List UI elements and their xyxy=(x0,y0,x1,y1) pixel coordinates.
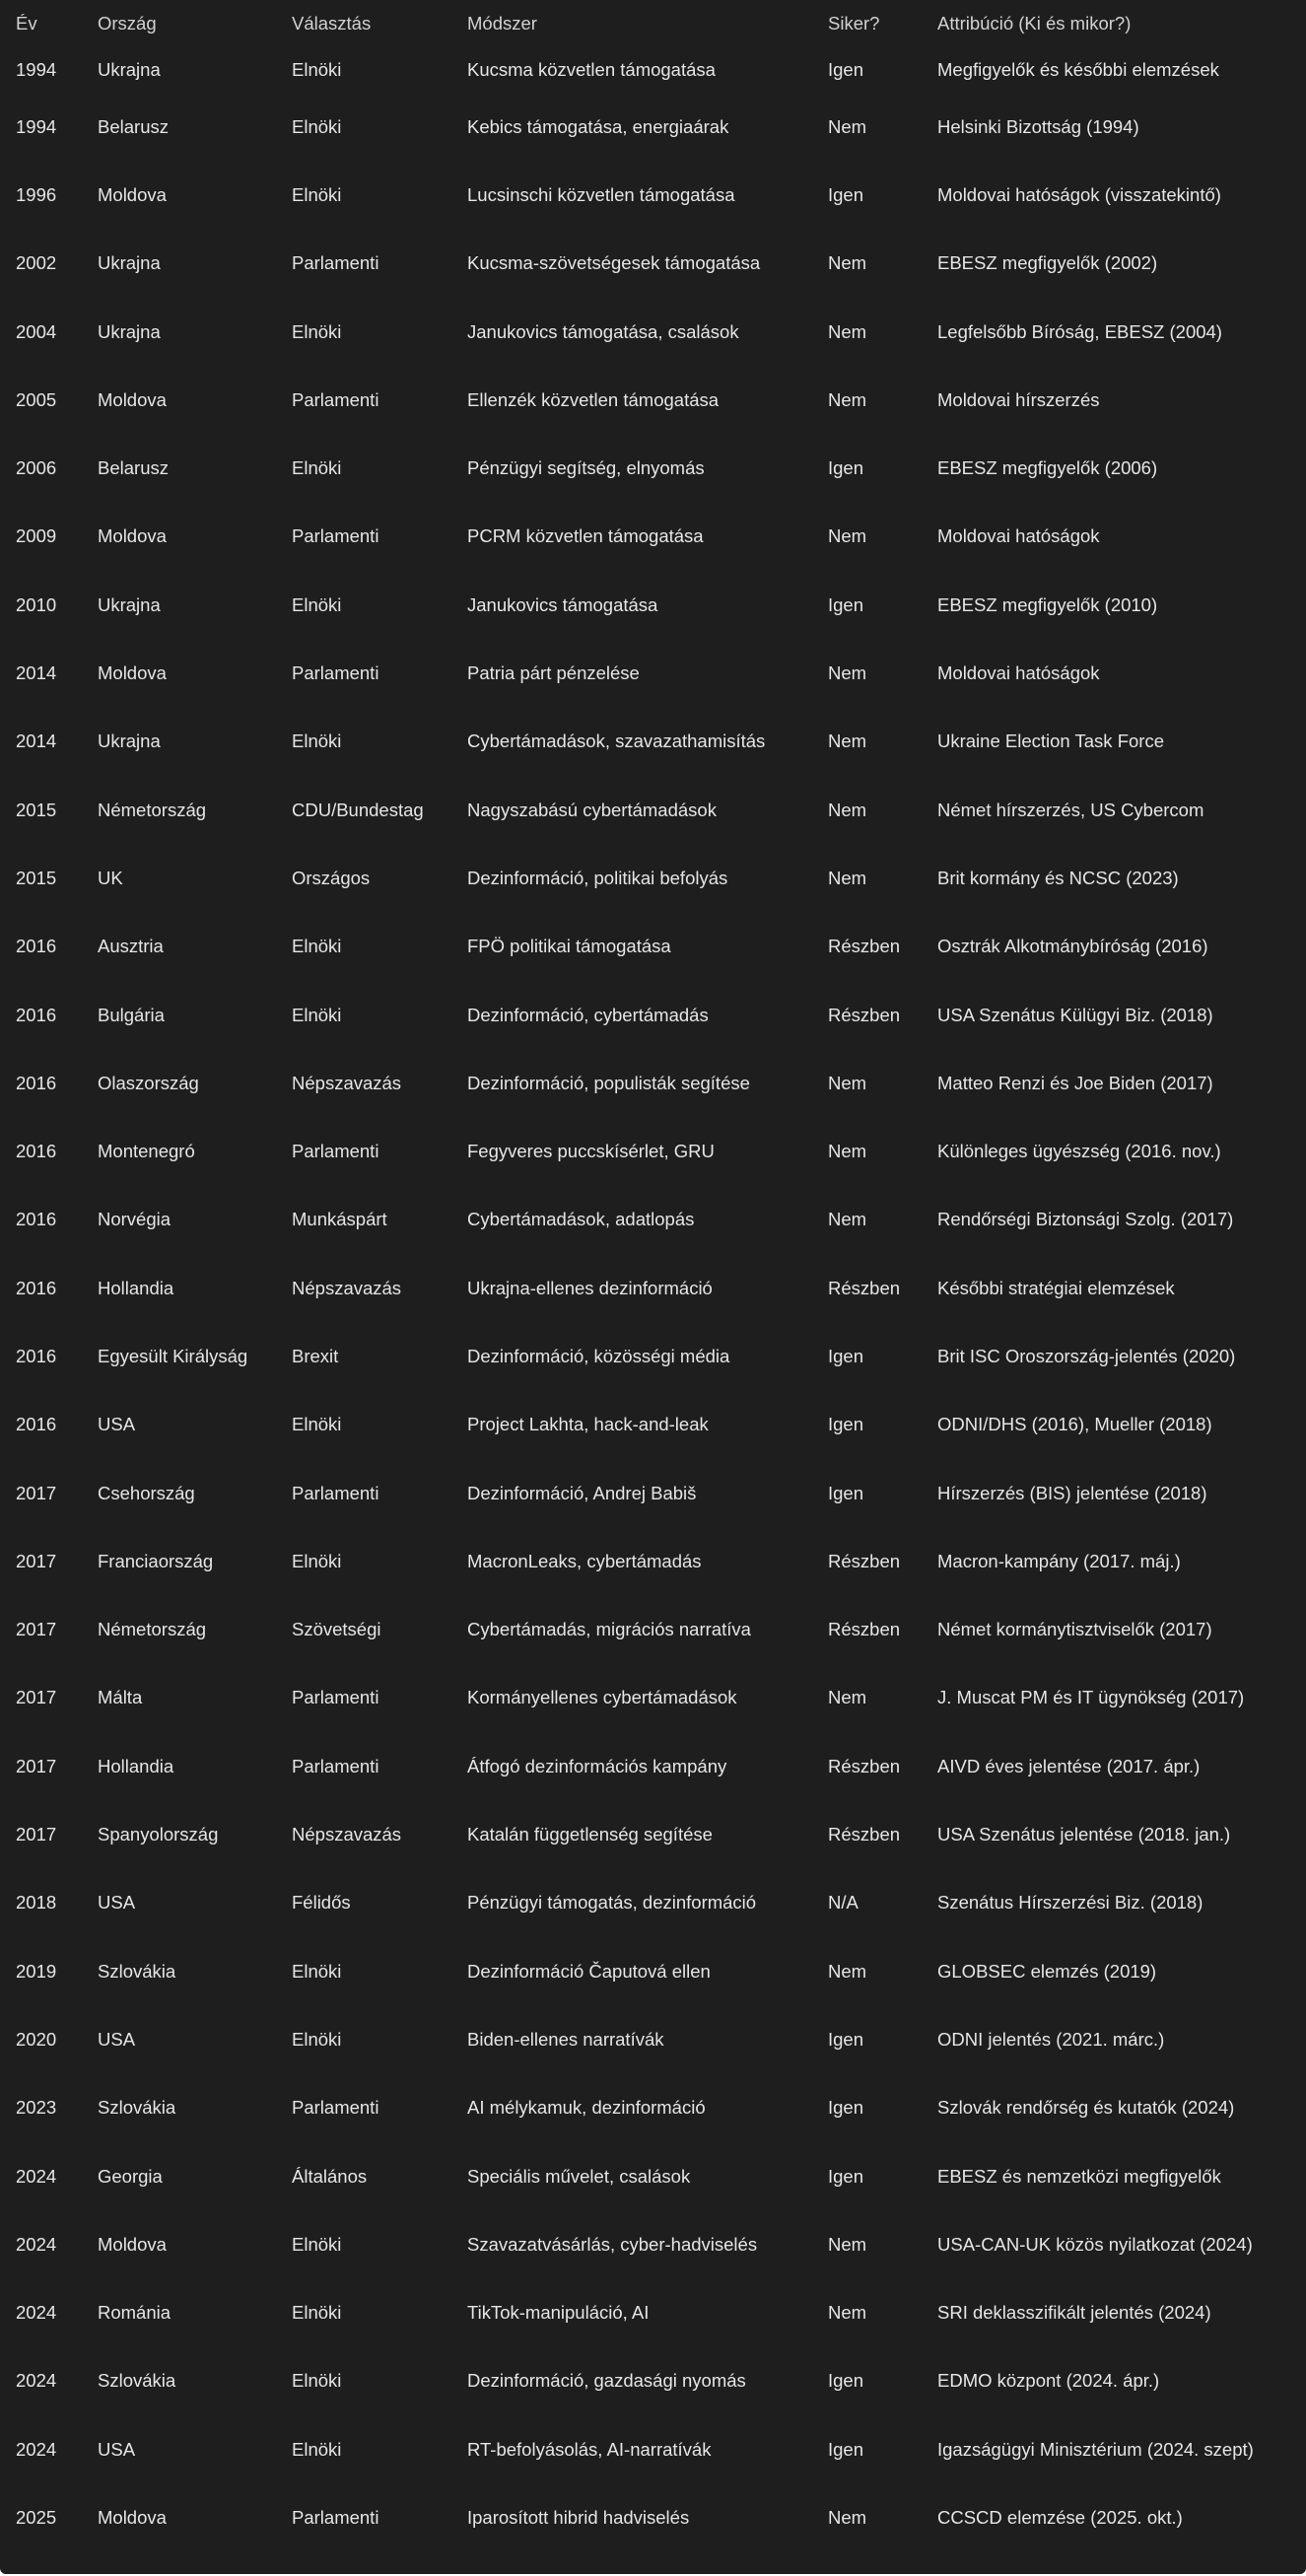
table-row xyxy=(0,981,1306,1049)
cell-success: Igen xyxy=(828,1482,864,1503)
cell-year: 1996 xyxy=(16,183,57,205)
cell-success: Igen xyxy=(828,1414,864,1435)
cell-attribution: USA Szenátus jelentése (2018. jan.) xyxy=(937,1824,1231,1845)
cell-method: PCRM közvetlen támogatása xyxy=(467,525,704,547)
cell-country: Franciaország xyxy=(98,1550,214,1571)
cell-success: Igen xyxy=(828,593,864,615)
cell-attribution: EDMO központ (2024. ápr.) xyxy=(937,2370,1160,2392)
cell-election: Elnöki xyxy=(292,731,342,752)
table-row xyxy=(0,1391,1306,1459)
cell-election: Elnöki xyxy=(292,115,342,137)
cell-country: USA xyxy=(98,1414,136,1435)
table-row xyxy=(0,298,1306,366)
cell-year: 2014 xyxy=(16,731,57,752)
cell-success: Nem xyxy=(828,1141,867,1162)
cell-success: Nem xyxy=(828,1072,867,1093)
cell-year: 2006 xyxy=(16,457,57,479)
cell-success: Nem xyxy=(828,2302,867,2324)
cell-election: Parlamenti xyxy=(292,1755,379,1776)
cell-method: Katalán függetlenség segítése xyxy=(467,1824,713,1845)
cell-success: Nem xyxy=(828,1209,867,1230)
table-row xyxy=(0,571,1306,639)
cell-year: 2024 xyxy=(16,2438,57,2460)
cell-country: Spanyolország xyxy=(98,1824,219,1845)
table-row xyxy=(0,639,1306,707)
cell-election: Parlamenti xyxy=(292,525,379,547)
cell-year: 2024 xyxy=(16,2233,57,2255)
cell-country: Moldova xyxy=(98,525,167,547)
cell-election: Elnöki xyxy=(292,320,342,342)
cell-attribution: Brit kormány és NCSC (2023) xyxy=(937,867,1179,888)
table-row xyxy=(0,1049,1306,1117)
cell-year: 2016 xyxy=(16,1414,57,1435)
cell-method: Project Lakhta, hack-and-leak xyxy=(467,1414,709,1435)
cell-method: Fegyveres puccskísérlet, GRU xyxy=(467,1141,715,1162)
cell-country: Georgia xyxy=(98,2165,163,2187)
cell-attribution: USA Szenátus Külügyi Biz. (2018) xyxy=(937,1004,1213,1025)
cell-attribution: Szenátus Hírszerzési Biz. (2018) xyxy=(937,1892,1203,1914)
cell-country: USA xyxy=(98,2028,136,2050)
cell-country: Montenegró xyxy=(98,1141,195,1162)
cell-attribution: Szlovák rendőrség és kutatók (2024) xyxy=(937,2097,1235,2119)
cell-method: Kucsma közvetlen támogatása xyxy=(467,59,716,80)
cell-success: Nem xyxy=(828,799,867,820)
cell-year: 2017 xyxy=(16,1619,57,1640)
cell-year: 1994 xyxy=(16,115,57,137)
cell-country: Ukrajna xyxy=(98,320,161,342)
cell-method: Dezinformáció, populisták segítése xyxy=(467,1072,750,1093)
cell-election: Elnöki xyxy=(292,2028,342,2050)
cell-year: 2024 xyxy=(16,2165,57,2187)
cell-election: Elnöki xyxy=(292,183,342,205)
cell-success: Igen xyxy=(828,2370,864,2392)
cell-year: 2005 xyxy=(16,388,57,410)
cell-attribution: EBESZ megfigyelők (2010) xyxy=(937,593,1158,615)
table-row xyxy=(0,2210,1306,2278)
cell-success: Nem xyxy=(828,867,867,888)
table-row xyxy=(0,1254,1306,1322)
cell-year: 2017 xyxy=(16,1824,57,1845)
cell-election: Parlamenti xyxy=(292,2097,379,2119)
cell-attribution: Későbbi stratégiai elemzések xyxy=(937,1277,1175,1298)
table-row xyxy=(0,230,1306,298)
cell-country: UK xyxy=(98,867,123,888)
table-row xyxy=(0,2005,1306,2073)
cell-year: 2023 xyxy=(16,2097,57,2119)
cell-election: Munkáspárt xyxy=(292,1209,387,1230)
cell-election: Általános xyxy=(292,2165,368,2187)
cell-country: Bulgária xyxy=(98,1004,165,1025)
cell-method: Dezinformáció, gazdasági nyomás xyxy=(467,2370,746,2392)
table-row xyxy=(0,1664,1306,1732)
cell-year: 2016 xyxy=(16,1072,57,1093)
cell-election: Brexit xyxy=(292,1345,339,1366)
header-country: Ország xyxy=(98,13,157,34)
cell-method: MacronLeaks, cybertámadás xyxy=(467,1550,702,1571)
header-method: Módszer xyxy=(467,13,537,34)
cell-success: Nem xyxy=(828,1960,867,1982)
cell-year: 2002 xyxy=(16,252,57,274)
cell-year: 2004 xyxy=(16,320,57,342)
cell-attribution: Legfelsőbb Bíróság, EBESZ (2004) xyxy=(937,320,1222,342)
cell-method: Dezinformáció, politikai befolyás xyxy=(467,867,728,888)
cell-attribution: Brit ISC Oroszország-jelentés (2020) xyxy=(937,1345,1236,1366)
cell-year: 2016 xyxy=(16,1209,57,1230)
cell-country: Szlovákia xyxy=(98,1960,176,1982)
cell-success: Nem xyxy=(828,2507,867,2529)
cell-method: Kebics támogatása, energiaárak xyxy=(467,115,729,137)
table-row xyxy=(0,47,1306,93)
cell-attribution: SRI deklasszifikált jelentés (2024) xyxy=(937,2302,1211,2324)
cell-country: Ukrajna xyxy=(98,731,161,752)
cell-attribution: Osztrák Alkotmánybíróság (2016) xyxy=(937,936,1208,957)
cell-attribution: Moldovai hatóságok xyxy=(937,525,1100,547)
cell-country: Belarusz xyxy=(98,457,169,479)
cell-year: 2017 xyxy=(16,1550,57,1571)
table-row xyxy=(0,1596,1306,1664)
cell-method: Ellenzék közvetlen támogatása xyxy=(467,388,720,410)
table-row xyxy=(0,1459,1306,1527)
cell-country: Németország xyxy=(98,799,207,820)
cell-election: Parlamenti xyxy=(292,252,379,274)
cell-year: 2016 xyxy=(16,1004,57,1025)
cell-country: Moldova xyxy=(98,388,167,410)
table-row xyxy=(0,1937,1306,2005)
cell-country: Szlovákia xyxy=(98,2097,176,2119)
cell-success: Igen xyxy=(828,2028,864,2050)
cell-success: Igen xyxy=(828,2097,864,2119)
cell-success: Igen xyxy=(828,457,864,479)
header-election: Választás xyxy=(292,13,372,34)
cell-success: Részben xyxy=(828,1277,901,1298)
cell-country: Norvégia xyxy=(98,1209,172,1230)
table-row xyxy=(0,1869,1306,1937)
cell-election: Elnöki xyxy=(292,593,342,615)
cell-method: Dezinformáció, közösségi média xyxy=(467,1345,730,1366)
cell-success: Részben xyxy=(828,1619,901,1640)
cell-attribution: Moldovai hírszerzés xyxy=(937,388,1100,410)
cell-year: 2018 xyxy=(16,1892,57,1914)
cell-method: Kormányellenes cybertámadások xyxy=(467,1687,737,1708)
cell-country: Ukrajna xyxy=(98,252,161,274)
cell-year: 2009 xyxy=(16,525,57,547)
cell-year: 2015 xyxy=(16,799,57,820)
cell-method: Cybertámadások, adatlopás xyxy=(467,1209,695,1230)
cell-attribution: Hírszerzés (BIS) jelentése (2018) xyxy=(937,1482,1207,1503)
cell-attribution: GLOBSEC elemzés (2019) xyxy=(937,1960,1157,1982)
cell-country: Hollandia xyxy=(98,1755,174,1776)
cell-success: Részben xyxy=(828,1550,901,1571)
table-row xyxy=(0,708,1306,776)
cell-country: USA xyxy=(98,1892,136,1914)
cell-year: 2016 xyxy=(16,1345,57,1366)
cell-success: Nem xyxy=(828,388,867,410)
cell-success: N/A xyxy=(828,1892,859,1914)
cell-election: Parlamenti xyxy=(292,2507,379,2529)
cell-method: Speciális művelet, csalások xyxy=(467,2165,691,2187)
cell-attribution: EBESZ megfigyelők (2002) xyxy=(937,252,1158,274)
table-row xyxy=(0,2142,1306,2210)
cell-method: Patria párt pénzelése xyxy=(467,662,640,684)
cell-country: USA xyxy=(98,2438,136,2460)
cell-country: Egyesült Királyság xyxy=(98,1345,248,1366)
cell-election: Népszavazás xyxy=(292,1072,402,1093)
cell-attribution: Moldovai hatóságok (visszatekintő) xyxy=(937,183,1221,205)
cell-method: Janukovics támogatása, csalások xyxy=(467,320,739,342)
cell-attribution: Német kormánytisztviselők (2017) xyxy=(937,1619,1212,1640)
cell-success: Nem xyxy=(828,1687,867,1708)
cell-success: Igen xyxy=(828,59,864,80)
cell-country: Hollandia xyxy=(98,1277,174,1298)
table-row xyxy=(0,844,1306,912)
cell-success: Igen xyxy=(828,183,864,205)
cell-success: Nem xyxy=(828,115,867,137)
cell-method: Biden-ellenes narratívák xyxy=(467,2028,664,2050)
table-row xyxy=(0,1186,1306,1254)
table-row xyxy=(0,2074,1306,2142)
table-row xyxy=(0,776,1306,844)
cell-attribution: CCSCD elemzése (2025. okt.) xyxy=(937,2507,1183,2529)
cell-method: Pénzügyi segítség, elnyomás xyxy=(467,457,705,479)
cell-success: Részben xyxy=(828,1755,901,1776)
cell-year: 2015 xyxy=(16,867,57,888)
cell-country: Ukrajna xyxy=(98,59,161,80)
table-row xyxy=(0,2347,1306,2415)
cell-year: 2025 xyxy=(16,2507,57,2529)
cell-success: Részben xyxy=(828,936,901,957)
cell-year: 2019 xyxy=(16,1960,57,1982)
cell-election: Parlamenti xyxy=(292,1482,379,1503)
table-row xyxy=(0,1322,1306,1390)
table-row xyxy=(0,1527,1306,1595)
cell-attribution: Helsinki Bizottság (1994) xyxy=(937,115,1139,137)
cell-success: Részben xyxy=(828,1824,901,1845)
cell-election: Félidős xyxy=(292,1892,351,1914)
cell-election: Elnöki xyxy=(292,1414,342,1435)
cell-country: Moldova xyxy=(98,2233,167,2255)
cell-year: 2016 xyxy=(16,1141,57,1162)
table-header-row xyxy=(0,0,1306,47)
table-row xyxy=(0,1732,1306,1800)
cell-attribution: J. Muscat PM és IT ügynökség (2017) xyxy=(937,1687,1245,1708)
cell-election: Parlamenti xyxy=(292,1141,379,1162)
header-success: Siker? xyxy=(828,13,880,34)
cell-method: Lucsinschi közvetlen támogatása xyxy=(467,183,735,205)
cell-country: Belarusz xyxy=(98,115,169,137)
cell-year: 2017 xyxy=(16,1755,57,1776)
table-row xyxy=(0,2279,1306,2347)
cell-method: Ukrajna-ellenes dezinformáció xyxy=(467,1277,713,1298)
cell-year: 2014 xyxy=(16,662,57,684)
cell-year: 2017 xyxy=(16,1687,57,1708)
cell-year: 2016 xyxy=(16,936,57,957)
cell-year: 2017 xyxy=(16,1482,57,1503)
cell-attribution: Német hírszerzés, US Cybercom xyxy=(937,799,1204,820)
cell-attribution: EBESZ és nemzetközi megfigyelők xyxy=(937,2165,1221,2187)
cell-election: Népszavazás xyxy=(292,1277,402,1298)
cell-attribution: Igazságügyi Minisztérium (2024. szept) xyxy=(937,2438,1254,2460)
cell-attribution: Moldovai hatóságok xyxy=(937,662,1100,684)
cell-election: Elnöki xyxy=(292,2233,342,2255)
cell-success: Igen xyxy=(828,2165,864,2187)
cell-country: Ukrajna xyxy=(98,593,161,615)
cell-attribution: Rendőrségi Biztonsági Szolg. (2017) xyxy=(937,1209,1234,1230)
table-row xyxy=(0,366,1306,434)
cell-year: 2020 xyxy=(16,2028,57,2050)
cell-method: Iparosított hibrid hadviselés xyxy=(467,2507,690,2529)
cell-method: RT-befolyásolás, AI-narratívák xyxy=(467,2438,712,2460)
header-attribution: Attribúció (Ki és mikor?) xyxy=(937,13,1132,34)
cell-method: Dezinformáció, cybertámadás xyxy=(467,1004,709,1025)
cell-success: Nem xyxy=(828,525,867,547)
cell-election: Elnöki xyxy=(292,2370,342,2392)
cell-election: Elnöki xyxy=(292,2438,342,2460)
cell-method: Janukovics támogatása xyxy=(467,593,658,615)
cell-attribution: EBESZ megfigyelők (2006) xyxy=(937,457,1158,479)
cell-method: Dezinformáció, Andrej Babiš xyxy=(467,1482,697,1503)
cell-year: 2024 xyxy=(16,2370,57,2392)
cell-election: Elnöki xyxy=(292,1004,342,1025)
cell-success: Részben xyxy=(828,1004,901,1025)
cell-success: Nem xyxy=(828,2233,867,2255)
cell-year: 1994 xyxy=(16,59,57,80)
cell-success: Nem xyxy=(828,252,867,274)
table-row xyxy=(0,1117,1306,1185)
cell-election: Elnöki xyxy=(292,936,342,957)
table-row xyxy=(0,434,1306,502)
cell-method: Cybertámadások, szavazathamisítás xyxy=(467,731,766,752)
cell-country: Románia xyxy=(98,2302,172,2324)
cell-election: Elnöki xyxy=(292,59,342,80)
table-row xyxy=(0,161,1306,229)
cell-method: AI mélykamuk, dezinformáció xyxy=(467,2097,706,2119)
cell-attribution: ODNI/DHS (2016), Mueller (2018) xyxy=(937,1414,1212,1435)
cell-election: Elnöki xyxy=(292,1960,342,1982)
cell-election: Parlamenti xyxy=(292,1687,379,1708)
table-row xyxy=(0,2415,1306,2483)
cell-success: Nem xyxy=(828,662,867,684)
cell-country: Németország xyxy=(98,1619,207,1640)
table-row xyxy=(0,93,1306,161)
cell-attribution: AIVD éves jelentése (2017. ápr.) xyxy=(937,1755,1201,1776)
cell-method: Átfogó dezinformációs kampány xyxy=(467,1755,727,1776)
cell-election: Népszavazás xyxy=(292,1824,402,1845)
cell-election: Szövetségi xyxy=(292,1619,381,1640)
cell-method: Kucsma-szövetségesek támogatása xyxy=(467,252,761,274)
cell-country: Moldova xyxy=(98,183,167,205)
cell-country: Moldova xyxy=(98,662,167,684)
cell-country: Ausztria xyxy=(98,936,164,957)
cell-attribution: Különleges ügyészség (2016. nov.) xyxy=(937,1141,1221,1162)
cell-attribution: ODNI jelentés (2021. márc.) xyxy=(937,2028,1165,2050)
cell-method: Nagyszabású cybertámadások xyxy=(467,799,717,820)
cell-method: Pénzügyi támogatás, dezinformáció xyxy=(467,1892,757,1914)
table-row xyxy=(0,503,1306,571)
cell-method: Cybertámadás, migrációs narratíva xyxy=(467,1619,751,1640)
cell-country: Csehország xyxy=(98,1482,195,1503)
cell-attribution: Ukraine Election Task Force xyxy=(937,731,1164,752)
cell-success: Igen xyxy=(828,2438,864,2460)
cell-country: Málta xyxy=(98,1687,143,1708)
cell-country: Moldova xyxy=(98,2507,167,2529)
cell-method: Szavazatvásárlás, cyber-hadviselés xyxy=(467,2233,758,2255)
table-row xyxy=(0,2483,1306,2551)
cell-election: Országos xyxy=(292,867,371,888)
cell-year: 2024 xyxy=(16,2302,57,2324)
cell-attribution: Matteo Renzi és Joe Biden (2017) xyxy=(937,1072,1213,1093)
cell-attribution: Macron-kampány (2017. máj.) xyxy=(937,1550,1181,1571)
table-row xyxy=(0,913,1306,981)
cell-success: Nem xyxy=(828,731,867,752)
cell-election: Parlamenti xyxy=(292,388,379,410)
cell-election: Elnöki xyxy=(292,2302,342,2324)
cell-country: Szlovákia xyxy=(98,2370,176,2392)
cell-year: 2016 xyxy=(16,1277,57,1298)
cell-election: Elnöki xyxy=(292,1550,342,1571)
cell-method: Dezinformáció Čaputová ellen xyxy=(467,1960,711,1982)
cell-success: Nem xyxy=(828,320,867,342)
cell-election: Elnöki xyxy=(292,457,342,479)
cell-attribution: Megfigyelők és későbbi elemzések xyxy=(937,59,1219,80)
cell-method: TikTok-manipuláció, AI xyxy=(467,2302,650,2324)
cell-election: Parlamenti xyxy=(292,662,379,684)
header-year: Év xyxy=(16,13,37,34)
table-row xyxy=(0,1800,1306,1868)
cell-success: Igen xyxy=(828,1345,864,1366)
cell-election: CDU/Bundestag xyxy=(292,799,424,820)
cell-method: FPÖ politikai támogatása xyxy=(467,936,671,957)
cell-attribution: USA-CAN-UK közös nyilatkozat (2024) xyxy=(937,2233,1253,2255)
cell-year: 2010 xyxy=(16,593,57,615)
cell-country: Olaszország xyxy=(98,1072,199,1093)
